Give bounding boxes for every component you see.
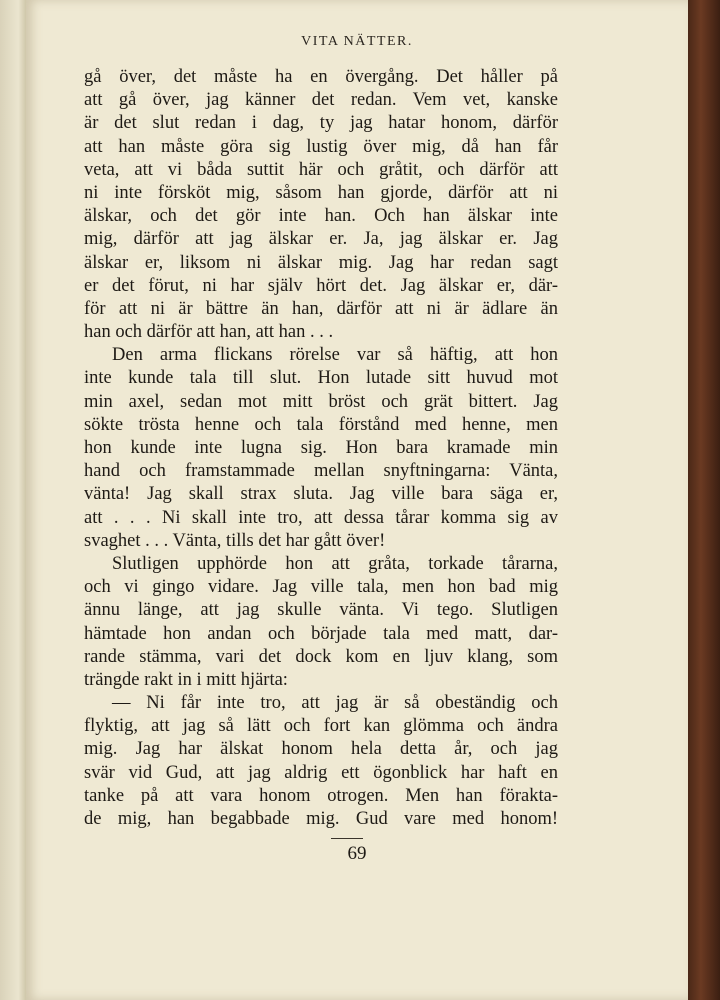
text-line: att gå över, jag känner det redan. Vem vet, kanske <box>84 90 558 111</box>
text-line: svär vid Gud, att jag aldrig ett ögonblick har haft en <box>84 762 558 783</box>
book-cover-edge <box>688 0 720 1000</box>
text-line: rande stämma, vari det dock kom en ljuv klang, som <box>84 646 558 667</box>
text-line: de mig, han begabbade mig. Gud vare med honom! <box>84 809 558 829</box>
text-line: trängde rakt in i mitt hjärta: <box>84 669 288 690</box>
text-line: sökte trösta henne och tala förstånd med henne, men <box>84 414 558 435</box>
text-line: er det förut, ni har själv hört det. Jag älskar er, där- <box>84 275 558 296</box>
text-line: min axel, sedan mot mitt bröst och grät bittert. Jag <box>84 391 558 412</box>
text-line: mig. Jag har älskat honom hela detta år, och jag <box>84 739 558 760</box>
text-line: gå över, det måste ha en övergång. Det håller på <box>84 67 558 87</box>
text-line: han och därför att han, att han . . . <box>84 322 334 343</box>
text-line: hon kunde inte lugna sig. Hon bara kramade min <box>84 438 558 458</box>
body-text <box>84 66 558 831</box>
text-line: veta, att vi båda suttit här och gråtit, och därför att <box>84 159 558 180</box>
text-line: flyktig, att jag så lätt och fort kan glömma och ändra <box>84 716 558 737</box>
facing-page-edge <box>0 0 26 1000</box>
text-line: Slutligen upphörde hon att gråta, torkade tårarna, <box>112 553 558 574</box>
text-line: för att ni är bättre än han, därför att ni är ädlare än <box>84 298 558 319</box>
text-line: hand och framstammade mellan snyftningarna: Vänta, <box>84 461 558 482</box>
page-number: 69 <box>347 843 367 864</box>
text-line: älskar er, liksom ni älskar mig. Jag har redan sagt <box>84 252 558 273</box>
text-line: tanke på att vara honom otrogen. Men han förakta- <box>84 785 558 806</box>
text-line: ni inte försköt mig, såsom han gjorde, därför att ni <box>84 182 558 203</box>
page-number-rule <box>331 838 363 839</box>
text-line: — Ni får inte tro, att jag är så obeständig och <box>112 693 558 714</box>
text-line: vänta! Jag skall strax sluta. Jag ville bara säga er, <box>84 484 558 505</box>
text-line: Den arma flickans rörelse var så häftig, att hon <box>112 345 558 366</box>
text-line: är det slut redan i dag, ty jag hatar honom, därför <box>84 113 558 134</box>
text-line: svaghet . . . Vänta, tills det har gått över! <box>84 530 386 551</box>
text-line: hämtade hon andan och började tala med matt, dar- <box>84 623 558 644</box>
text-line: och vi gingo vidare. Jag ville tala, men hon bad mig <box>84 577 558 598</box>
text-line: inte kunde tala till slut. Hon lutade sitt huvud mot <box>84 368 558 389</box>
text-line: mig, därför att jag älskar er. Ja, jag älskar er. Jag <box>84 229 558 250</box>
book-page <box>26 0 688 1000</box>
text-line: att han måste göra sig lustig över mig, då han får <box>84 136 558 157</box>
text-line: älskar, och det gör inte han. Och han älskar inte <box>84 206 558 227</box>
text-line: ännu länge, att jag skulle vänta. Vi tego. Slutligen <box>84 600 558 621</box>
running-title: VITA NÄTTER. <box>301 34 413 49</box>
text-line: att . . . Ni skall inte tro, att dessa tårar komma sig av <box>84 507 558 528</box>
